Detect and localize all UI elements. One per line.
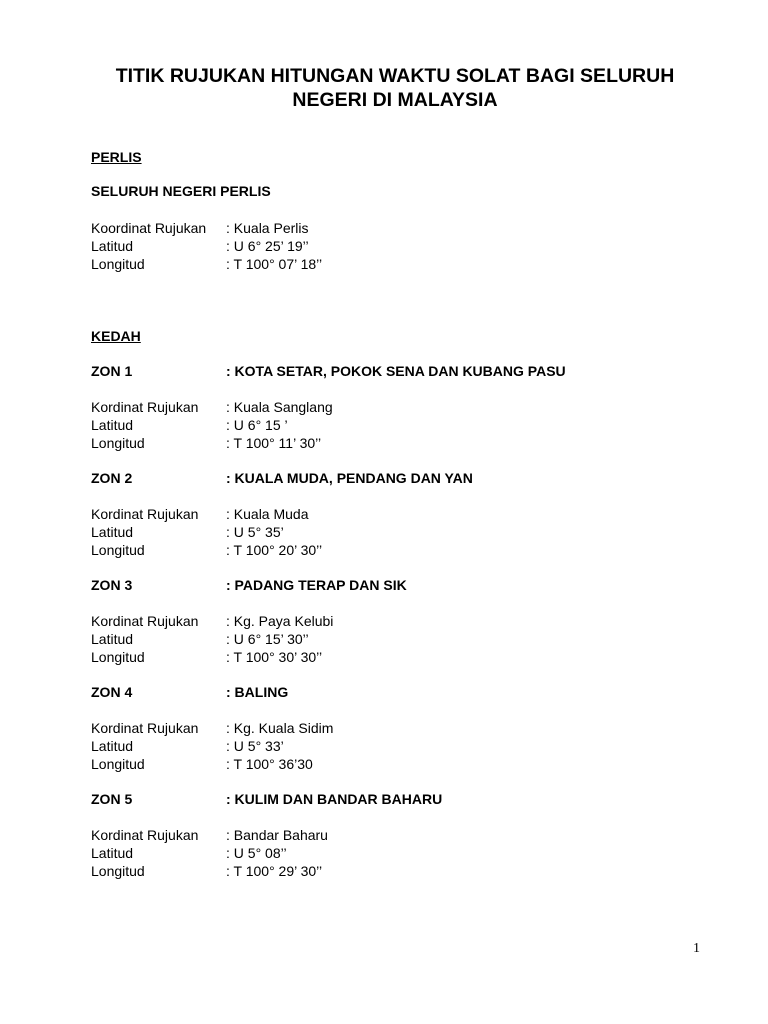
document-title <box>60 64 730 112</box>
zone-row-value: : U 6° 15 ’ <box>226 417 288 433</box>
zone-label: ZON 3 <box>91 577 133 593</box>
perlis-row-label: Koordinat Rujukan <box>91 220 207 236</box>
zone-row-label: Longitud <box>91 542 145 558</box>
zone-row-value: : U 6° 15’ 30’’ <box>226 631 309 647</box>
zone-row-value: : T 100° 30’ 30’’ <box>226 649 323 665</box>
zone-row-label: Longitud <box>91 649 145 665</box>
kedah-heading: KEDAH <box>91 328 141 344</box>
zone-row-label: Latitud <box>91 738 134 754</box>
perlis-row-label: Longitud <box>91 256 145 272</box>
zone-areas: : BALING <box>226 684 289 700</box>
zone-label: ZON 2 <box>91 470 133 486</box>
zone-row-label: Kordinat Rujukan <box>91 399 199 415</box>
zone-row-label: Latitud <box>91 845 134 861</box>
perlis-row-value: : T 100° 07’ 18’’ <box>226 256 323 272</box>
zone-row-label: Longitud <box>91 863 145 879</box>
zone-row-label: Kordinat Rujukan <box>91 827 199 843</box>
zone-row-value: : U 5° 33’ <box>226 738 284 754</box>
perlis-row-label: Latitud <box>91 238 134 254</box>
zone-row-value: : T 100° 29’ 30’’ <box>226 863 323 879</box>
zone-row-label: Kordinat Rujukan <box>91 720 199 736</box>
zone-row-value: : Kg. Paya Kelubi <box>226 613 334 629</box>
perlis-heading: PERLIS <box>91 149 142 165</box>
zone-row-value: : Kuala Sanglang <box>226 399 333 415</box>
title-line-2: NEGERI DI MALAYSIA <box>292 89 498 111</box>
zone-label: ZON 5 <box>91 791 133 807</box>
zone-row-value: : U 5° 35’ <box>226 524 284 540</box>
zone-row-value: : T 100° 36’30 <box>226 756 313 772</box>
zone-row-label: Latitud <box>91 631 134 647</box>
zone-row-label: Kordinat Rujukan <box>91 506 199 522</box>
zone-row-value: : Kg. Kuala Sidim <box>226 720 334 736</box>
zone-row-label: Latitud <box>91 417 134 433</box>
zone-areas: : KOTA SETAR, POKOK SENA DAN KUBANG PASU <box>226 363 566 379</box>
zone-row-label: Longitud <box>91 435 145 451</box>
zone-row-label: Longitud <box>91 756 145 772</box>
zone-row-value: : U 5° 08’’ <box>226 845 287 861</box>
zone-areas: : KUALA MUDA, PENDANG DAN YAN <box>226 470 473 486</box>
zone-label: ZON 1 <box>91 363 133 379</box>
perlis-row-value: : Kuala Perlis <box>226 220 309 236</box>
zone-label: ZON 4 <box>91 684 133 700</box>
page-number: 1 <box>693 941 700 956</box>
zone-row-value: : T 100° 11’ 30’’ <box>226 435 322 451</box>
zone-row-label: Kordinat Rujukan <box>91 613 199 629</box>
zone-areas: : PADANG TERAP DAN SIK <box>226 577 407 593</box>
zone-row-value: : T 100° 20’ 30’’ <box>226 542 323 558</box>
zone-row-label: Latitud <box>91 524 134 540</box>
zone-row-value: : Bandar Baharu <box>226 827 328 843</box>
zone-row-value: : Kuala Muda <box>226 506 309 522</box>
zone-areas: : KULIM DAN BANDAR BAHARU <box>226 791 443 807</box>
title-line-1: TITIK RUJUKAN HITUNGAN WAKTU SOLAT BAGI SELURUH <box>115 65 675 87</box>
perlis-row-value: : U 6° 25’ 19’’ <box>226 238 309 254</box>
perlis-subheading: SELURUH NEGERI PERLIS <box>91 183 271 199</box>
